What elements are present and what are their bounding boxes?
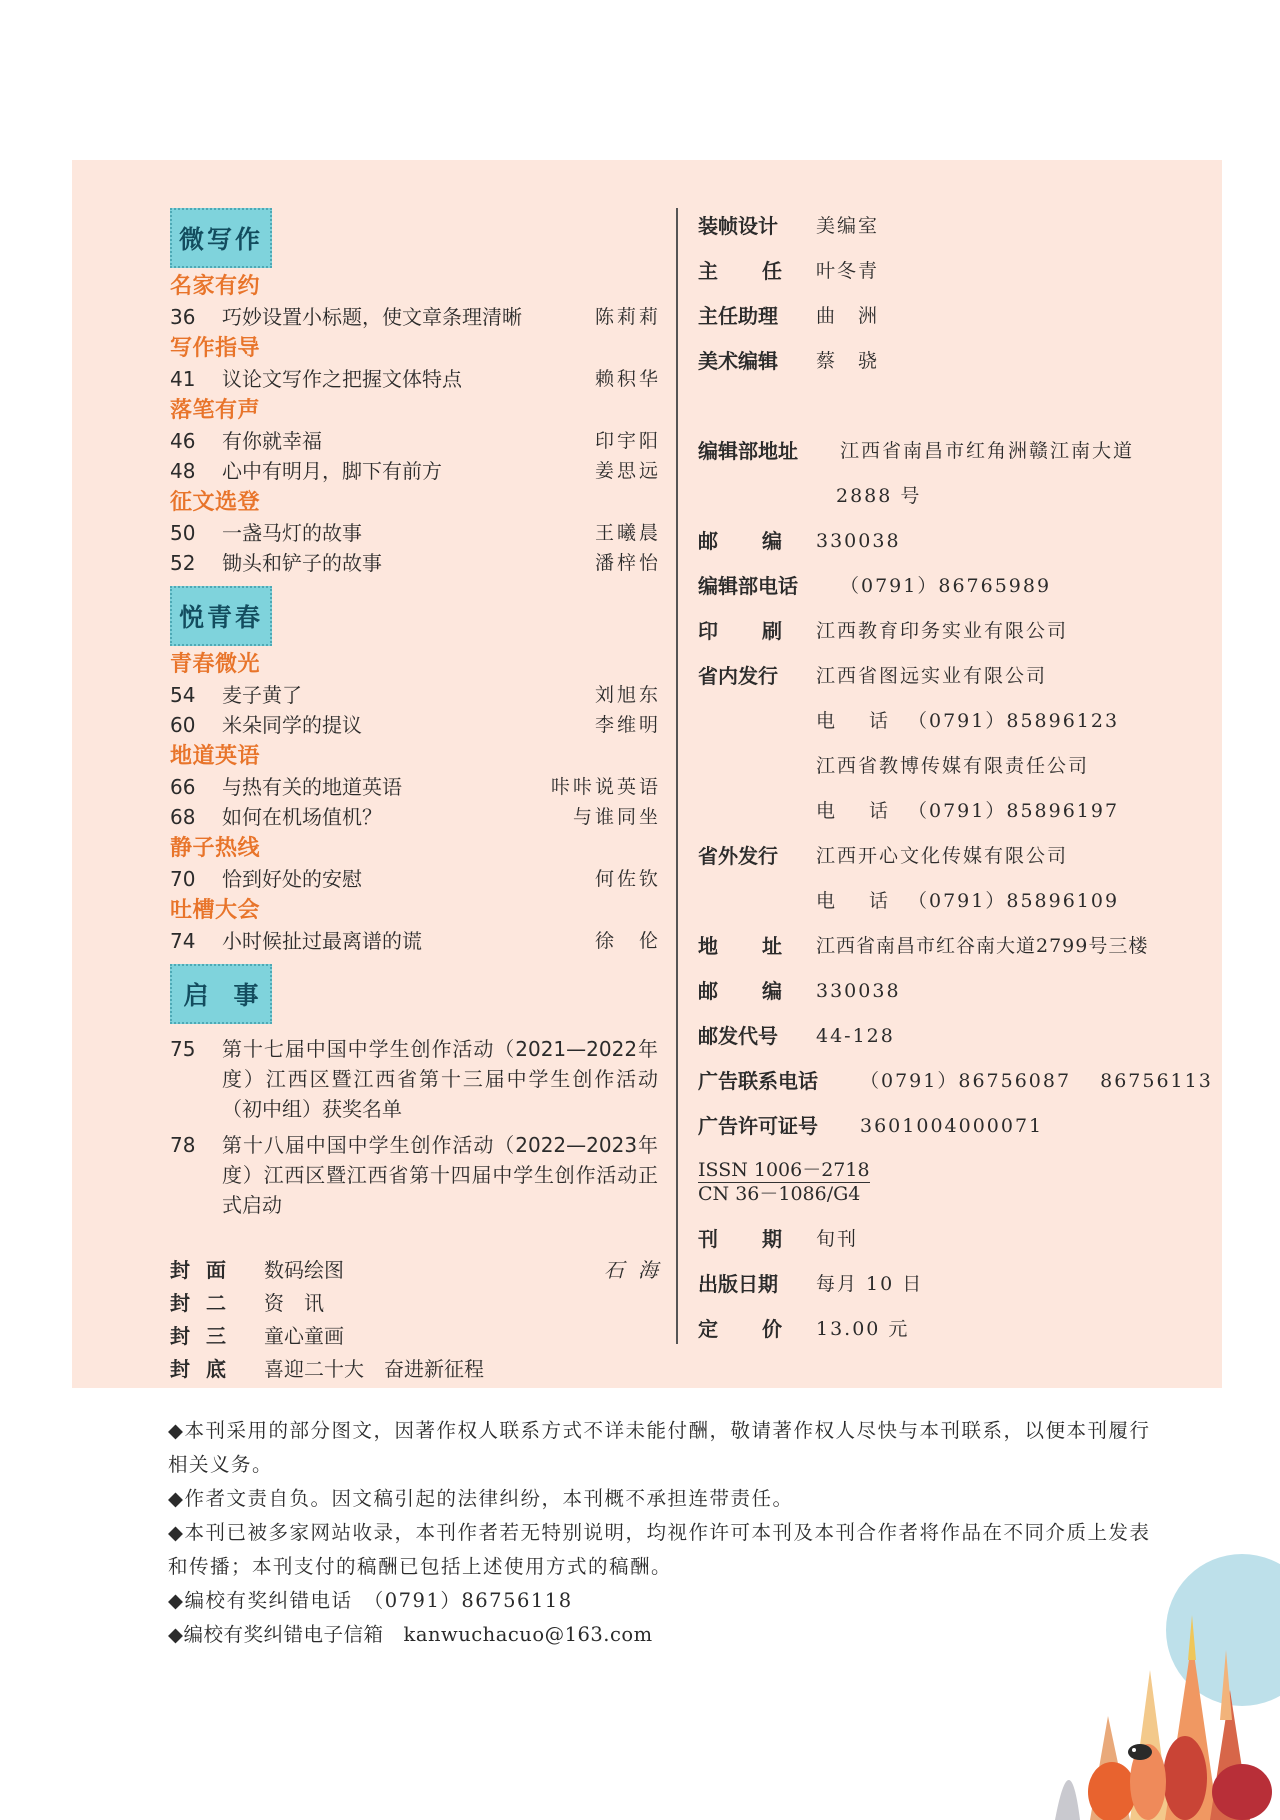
- article-title: 第十七届中国中学生创作活动（2021—2022年度）江西区暨江西省第十三届中学生创作活动（初中组）获奖名单: [222, 1037, 658, 1121]
- toc-entry[interactable]: [170, 302, 661, 332]
- art-editor-value: 蔡 骁: [816, 350, 880, 372]
- cover-label: 封二: [170, 1291, 242, 1315]
- ad-license-row: [698, 1104, 1198, 1149]
- art-editor-row: [698, 339, 1198, 384]
- address-label: 编辑部地址: [698, 439, 798, 463]
- article-title: 米朵同学的提议: [222, 713, 362, 737]
- article-title: 一盏马灯的故事: [222, 521, 362, 545]
- page-number: 70: [170, 867, 196, 891]
- cover-value: 童心童画: [264, 1324, 344, 1348]
- period-row: [698, 1217, 1198, 1262]
- article-title: 恰到好处的安慰: [222, 867, 362, 891]
- page-number: 46: [170, 429, 196, 453]
- toc-entry[interactable]: [170, 926, 661, 956]
- outside-phone-label: 电 话: [816, 890, 888, 912]
- section-heading: 微写作: [170, 208, 272, 268]
- cover-value: 数码绘图: [264, 1258, 344, 1282]
- address2-row: [698, 924, 1198, 969]
- article-title: 麦子黄了: [222, 683, 302, 707]
- outside-phone-row: [698, 879, 1198, 924]
- article-author: 潘梓怡: [594, 552, 661, 574]
- mail-code-value: 44-128: [816, 1025, 895, 1047]
- page-number: 48: [170, 459, 196, 483]
- article-author: 咔咔说英语: [550, 776, 661, 798]
- domestic-distribution-row: [698, 654, 1198, 699]
- article-author: 赖积华: [594, 368, 661, 390]
- pub-date-row: [698, 1262, 1198, 1307]
- article-author: 何佐钦: [594, 868, 661, 890]
- address-value: 江西省南昌市红角洲赣江南大道: [840, 440, 1135, 462]
- outside-distribution-row: [698, 834, 1198, 879]
- article-title: 如何在机场值机？: [222, 805, 382, 829]
- domestic2-phone-value: （0791）85896197: [908, 800, 1120, 822]
- director-assistant-label: 主任助理: [698, 304, 778, 328]
- autumn-trees-illustration: [980, 1520, 1280, 1820]
- article-title: 心中有明月，脚下有前方: [222, 459, 442, 483]
- article-title: 与热有关的地道英语: [222, 775, 402, 799]
- issn-block: [698, 1159, 870, 1205]
- toc-entry[interactable]: [170, 1130, 658, 1220]
- postcode-label: 邮 编: [698, 529, 782, 553]
- postcode2-row: [698, 969, 1198, 1014]
- cover-row: [170, 1320, 658, 1353]
- page-number: 68: [170, 805, 196, 829]
- article-title: 议论文写作之把握文体特点: [222, 367, 462, 391]
- cover-row: [170, 1287, 658, 1320]
- postcode2-label: 邮 编: [698, 979, 782, 1003]
- cover-label: 封三: [170, 1324, 242, 1348]
- outside-distribution-value: 江西开心文化传媒有限公司: [816, 845, 1069, 867]
- ad-phone-value: （0791）86756087 86756113: [860, 1070, 1213, 1092]
- binding-design-label: 装帧设计: [698, 214, 778, 238]
- period-value: 旬刊: [816, 1228, 859, 1250]
- spacer: [170, 578, 658, 586]
- article-title: 第十八届中国中学生创作活动（2022—2023年度）江西区暨江西省第十四届中学生创作活动正式启动: [222, 1133, 658, 1217]
- notice-5: ◆编校有奖纠错电子信箱 kanwuchacuo@163.com: [168, 1623, 653, 1646]
- column-title: 落笔有声: [170, 398, 261, 423]
- column-title: 青春微光: [170, 652, 261, 677]
- issn-number: ISSN 1006－2718: [698, 1159, 870, 1181]
- director-label: 主 任: [698, 259, 782, 283]
- domestic-phone-value: （0791）85896123: [908, 710, 1120, 732]
- column-divider: [676, 208, 678, 1344]
- pub-date-value: 每月 10 日: [816, 1273, 924, 1295]
- outside-phone-value: （0791）85896109: [908, 890, 1120, 912]
- page-number: 60: [170, 713, 196, 737]
- outside-distribution-label: 省外发行: [698, 844, 778, 868]
- postcode2-value: 330038: [816, 980, 901, 1002]
- price-value: 13.00 元: [816, 1318, 910, 1340]
- art-editor-label: 美术编辑: [698, 349, 778, 373]
- column-title: 静子热线: [170, 836, 261, 861]
- article-author: 陈莉莉: [594, 306, 661, 328]
- column-title: 名家有约: [170, 274, 261, 299]
- article-author: 徐 伦: [594, 930, 661, 952]
- director-assistant-row: [698, 294, 1198, 339]
- cover-label: 封面: [170, 1258, 242, 1282]
- notice-4: ◆编校有奖纠错电话 （0791）86756118: [168, 1589, 573, 1612]
- notice-3: ◆本刊已被多家网站收录，本刊作者若无特别说明，均视作许可本刊及本刊合作者将作品在不同介质上发表和传播；本刊支付的稿酬已包括上述使用方式的稿酬。: [168, 1521, 1151, 1578]
- binding-design-value: 美编室: [816, 215, 880, 237]
- toc-entry[interactable]: [170, 680, 661, 710]
- column-title: 吐槽大会: [170, 898, 261, 923]
- mail-code-row: [698, 1014, 1198, 1059]
- toc-entry[interactable]: [170, 548, 661, 578]
- page-number: 41: [170, 367, 196, 391]
- editorial-phone-row: [698, 564, 1198, 609]
- page-number: 54: [170, 683, 196, 707]
- page-number: 75: [170, 1037, 196, 1061]
- article-title: 巧妙设置小标题，使文章条理清晰: [222, 305, 522, 329]
- page-number: 66: [170, 775, 196, 799]
- article-author: 王曦晨: [594, 522, 661, 544]
- cover-value: 喜迎二十大 奋进新征程: [264, 1357, 484, 1381]
- domestic-phone-row: [698, 699, 1198, 744]
- article-author: 刘旭东: [594, 684, 661, 706]
- toc-entry[interactable]: [170, 864, 661, 894]
- ad-license-label: 广告许可证号: [698, 1114, 818, 1138]
- domestic-distribution-label: 省内发行: [698, 664, 778, 688]
- toc-entry[interactable]: [170, 772, 661, 802]
- masthead-info: [698, 204, 1213, 1352]
- cover-row: [170, 1254, 672, 1287]
- cover-list: [170, 1254, 672, 1386]
- article-title: 小时候扯过最离谱的谎: [222, 929, 422, 953]
- article-author: 李维明: [594, 714, 661, 736]
- domestic-distribution-value: 江西省图远实业有限公司: [816, 665, 1048, 687]
- toc-entry[interactable]: [170, 710, 661, 740]
- notice-1: ◆本刊采用的部分图文，因著作权人联系方式不详未能付酬，敬请著作权人尽快与本刊联系，以便本刊履行相关义务。: [168, 1419, 1151, 1476]
- page-number: 52: [170, 551, 196, 575]
- price-label: 定 价: [698, 1317, 782, 1341]
- spacer: [170, 956, 658, 964]
- printer-row: [698, 609, 1198, 654]
- page-number: 50: [170, 521, 196, 545]
- editorial-phone-value: （0791）86765989: [840, 575, 1052, 597]
- binding-design-row: [698, 204, 1198, 249]
- director-value: 叶冬青: [816, 260, 880, 282]
- section-heading: 悦青春: [170, 586, 272, 646]
- article-author: 印宇阳: [594, 430, 661, 452]
- page-number: 74: [170, 929, 196, 953]
- domestic2-phone-row: [698, 789, 1198, 834]
- toc-entry[interactable]: [170, 1034, 658, 1124]
- article-title: 有你就幸福: [222, 429, 322, 453]
- mail-code-label: 邮发代号: [698, 1024, 778, 1048]
- ad-license-value: 3601004000071: [860, 1115, 1044, 1137]
- cover-label: 封底: [170, 1357, 242, 1381]
- article-author: 与谁同坐: [572, 806, 661, 828]
- address2-label: 地 址: [698, 934, 782, 958]
- domestic2-value: 江西省教博传媒有限责任公司: [816, 755, 1090, 777]
- director-assistant-value: 曲 洲: [816, 305, 880, 327]
- toc-entry[interactable]: [170, 802, 661, 832]
- toc-entry[interactable]: [170, 364, 661, 394]
- toc-entry[interactable]: [170, 426, 661, 456]
- pub-date-label: 出版日期: [698, 1272, 778, 1296]
- price-row: [698, 1307, 1198, 1352]
- period-label: 刊 期: [698, 1227, 782, 1251]
- ad-phone-label: 广告联系电话: [698, 1069, 818, 1093]
- domestic2-phone-label: 电 话: [816, 800, 888, 822]
- postcode-value: 330038: [816, 530, 901, 552]
- cn-number: CN 36－1086/G4: [698, 1183, 861, 1205]
- domestic-phone-label: 电 话: [816, 710, 888, 732]
- address2-value: 江西省南昌市红谷南大道2799号三楼: [816, 935, 1149, 957]
- cover-author: 石海: [604, 1258, 672, 1282]
- address-row-cont: [698, 474, 1198, 519]
- toc-entry[interactable]: [170, 456, 661, 486]
- article-author: 姜思远: [594, 460, 661, 482]
- toc-entry[interactable]: [170, 518, 661, 548]
- editorial-phone-label: 编辑部电话: [698, 574, 798, 598]
- address-value-2: 2888 号: [836, 485, 922, 507]
- notice-2: ◆作者文责自负。因文稿引起的法律纠纷，本刊概不承担连带责任。: [168, 1487, 794, 1510]
- article-title: 锄头和铲子的故事: [222, 551, 382, 575]
- cover-value: 资 讯: [264, 1291, 324, 1315]
- director-row: [698, 249, 1198, 294]
- section-heading: 启 事: [170, 964, 272, 1024]
- page-number: 78: [170, 1133, 196, 1157]
- printer-value: 江西教育印务实业有限公司: [816, 620, 1069, 642]
- printer-label: 印 刷: [698, 619, 782, 643]
- cover-row: [170, 1353, 658, 1386]
- domestic2-row: [698, 744, 1198, 789]
- column-title: 写作指导: [170, 336, 261, 361]
- page-number: 36: [170, 305, 196, 329]
- table-of-contents: [170, 208, 672, 1386]
- postcode-row: [698, 519, 1198, 564]
- ad-phone-row: [698, 1059, 1213, 1104]
- column-title: 征文选登: [170, 490, 261, 515]
- address-row: [698, 429, 1198, 474]
- column-title: 地道英语: [170, 744, 261, 769]
